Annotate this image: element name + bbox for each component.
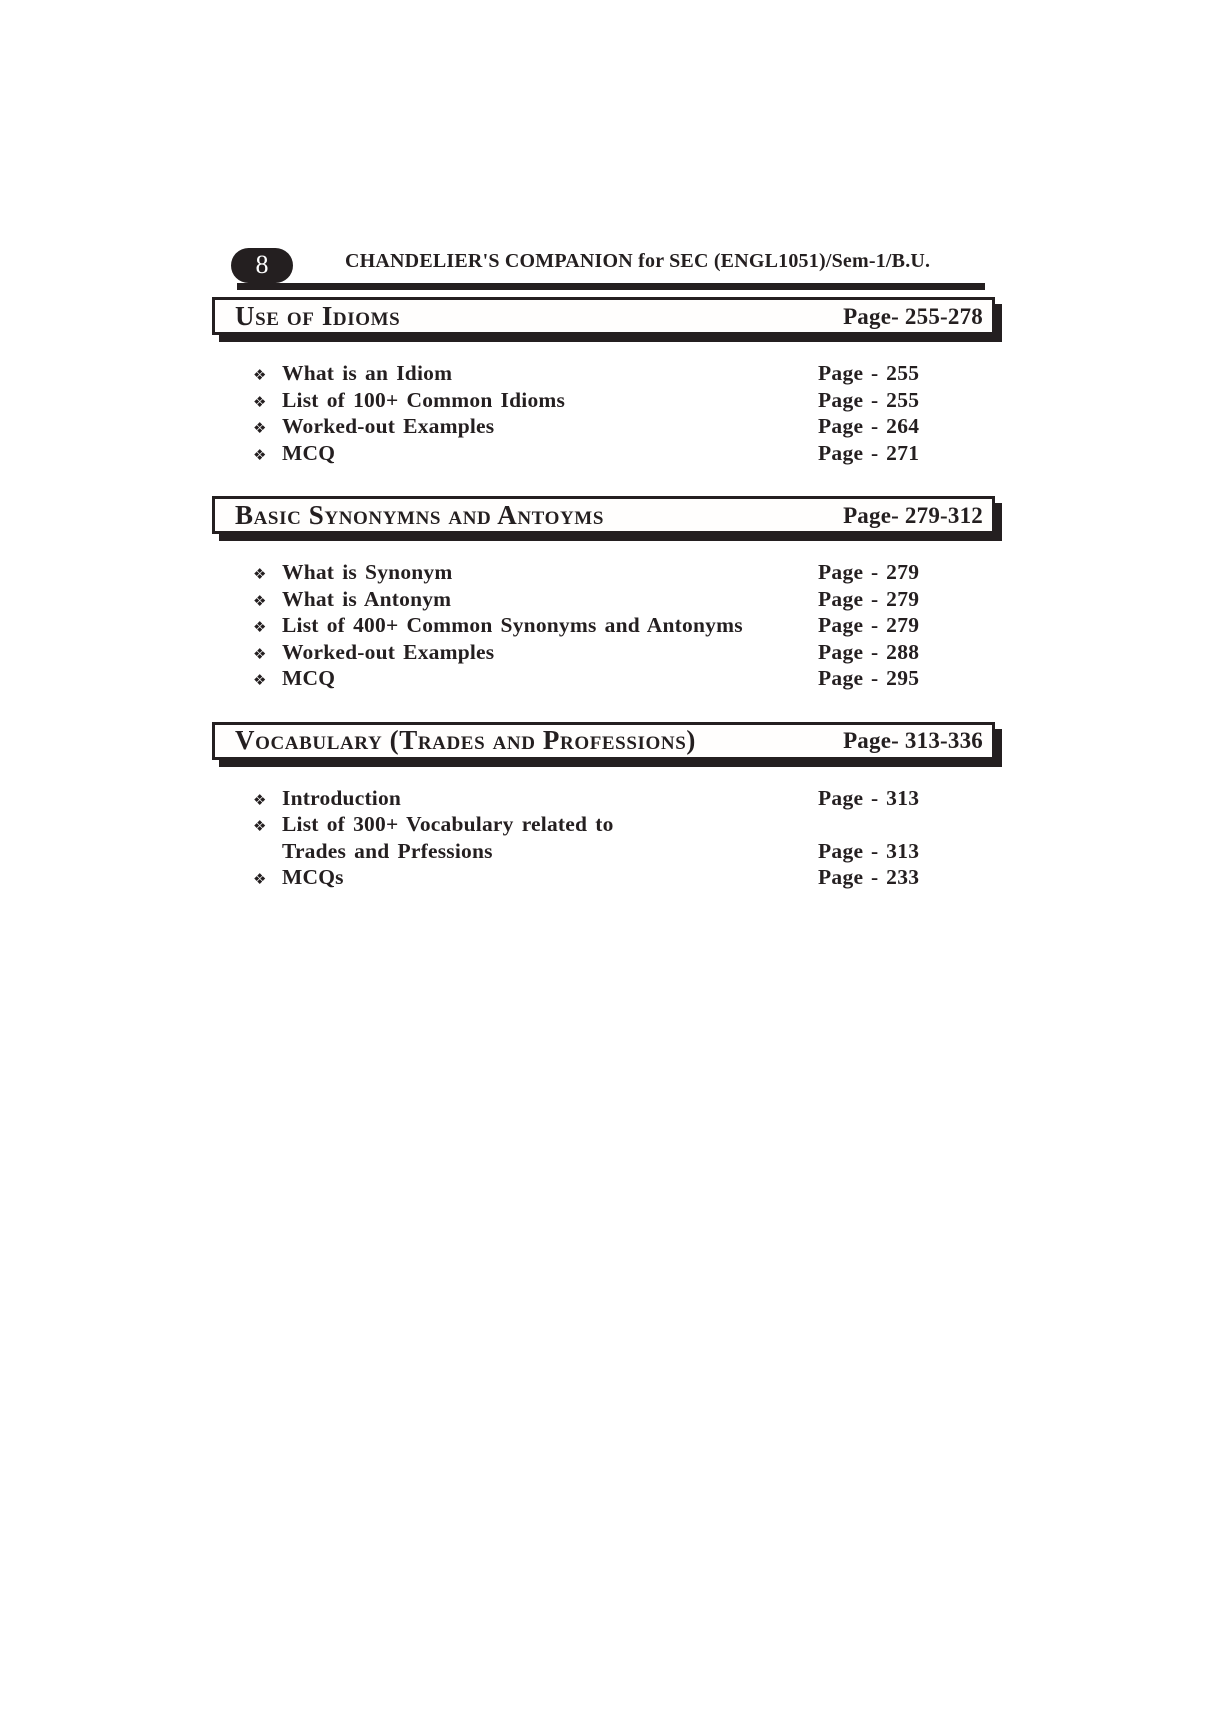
toc-section [212, 496, 995, 692]
diamond-bullet-icon: ❖ [253, 817, 267, 835]
diamond-bullet-icon: ❖ [253, 644, 267, 663]
diamond-bullet-icon: ❖ [253, 790, 267, 809]
item-page: Page - 279 [818, 586, 920, 611]
header-rule [237, 283, 985, 290]
toc [212, 297, 995, 921]
diamond-bullet-icon: ❖ [253, 366, 267, 384]
diamond-bullet-icon: ❖ [253, 591, 267, 610]
toc-row [212, 586, 995, 613]
toc-section [212, 722, 995, 891]
toc-row [212, 559, 995, 586]
toc-section [212, 297, 995, 466]
toc-row [212, 612, 995, 639]
diamond-bullet-icon: ❖ [253, 419, 267, 437]
diamond-bullet-icon: ❖ [253, 870, 267, 888]
item-page: Page - 233 [818, 865, 920, 889]
section-header-box [212, 496, 995, 534]
page-number-badge: 8 [231, 248, 293, 283]
item-page: Page - 288 [818, 639, 920, 664]
toc-row [212, 785, 995, 812]
item-page: Page - 313 [818, 838, 920, 863]
diamond-bullet-icon: ❖ [253, 565, 267, 583]
item-label: What is Synonym [282, 560, 453, 584]
section-page-range: Page- 255-278 [843, 303, 983, 329]
item-label: Introduction [282, 785, 402, 810]
diamond-bullet-icon: ❖ [253, 618, 267, 636]
item-label: List of 100+ Common Idioms [282, 387, 566, 412]
diamond-bullet-icon: ❖ [253, 445, 267, 464]
diamond-bullet-icon: ❖ [253, 671, 267, 689]
item-label: Worked-out Examples [282, 639, 495, 664]
item-label: List of 400+ Common Synonyms and Antonyms [282, 613, 743, 637]
toc-row [212, 665, 995, 692]
item-page: Page - 271 [818, 440, 920, 465]
toc-row [212, 864, 995, 891]
item-page: Page - 313 [818, 785, 920, 810]
item-label: Trades and Prfessions [282, 838, 493, 863]
item-page: Page - 279 [818, 613, 920, 637]
toc-row [212, 811, 995, 838]
running-header: CHANDELIER'S COMPANION for SEC (ENGL1051)/Sem-1/B.U. [345, 250, 931, 272]
item-label: What is Antonym [282, 586, 452, 611]
item-label: MCQ [282, 666, 336, 690]
toc-row [212, 838, 995, 865]
item-label: List of 300+ Vocabulary related to [282, 812, 614, 836]
section-items [212, 360, 995, 466]
section-items [212, 559, 995, 692]
section-page-range: Page- 313-336 [843, 728, 983, 753]
section-title: Basic Synonymns and Antoyms [235, 499, 604, 530]
section-items [212, 785, 995, 891]
section-title: Use of Idioms [235, 300, 401, 331]
toc-row [212, 440, 995, 467]
item-label: MCQs [282, 865, 344, 889]
section-header-box [212, 297, 995, 335]
item-label: What is an Idiom [282, 361, 453, 385]
toc-row [212, 360, 995, 387]
toc-row [212, 639, 995, 666]
toc-row [212, 387, 995, 414]
section-header-box [212, 722, 995, 760]
item-page: Page - 279 [818, 560, 920, 584]
toc-row [212, 413, 995, 440]
item-page: Page - 255 [818, 361, 920, 385]
section-title: Vocabulary (Trades and Professions) [235, 725, 696, 755]
diamond-bullet-icon: ❖ [253, 392, 267, 411]
item-page: Page - 264 [818, 414, 920, 438]
item-label: Worked-out Examples [282, 414, 495, 438]
item-label: MCQ [282, 440, 336, 465]
section-page-range: Page- 279-312 [843, 502, 983, 528]
item-page: Page - 255 [818, 387, 920, 412]
item-page: Page - 295 [818, 666, 920, 690]
